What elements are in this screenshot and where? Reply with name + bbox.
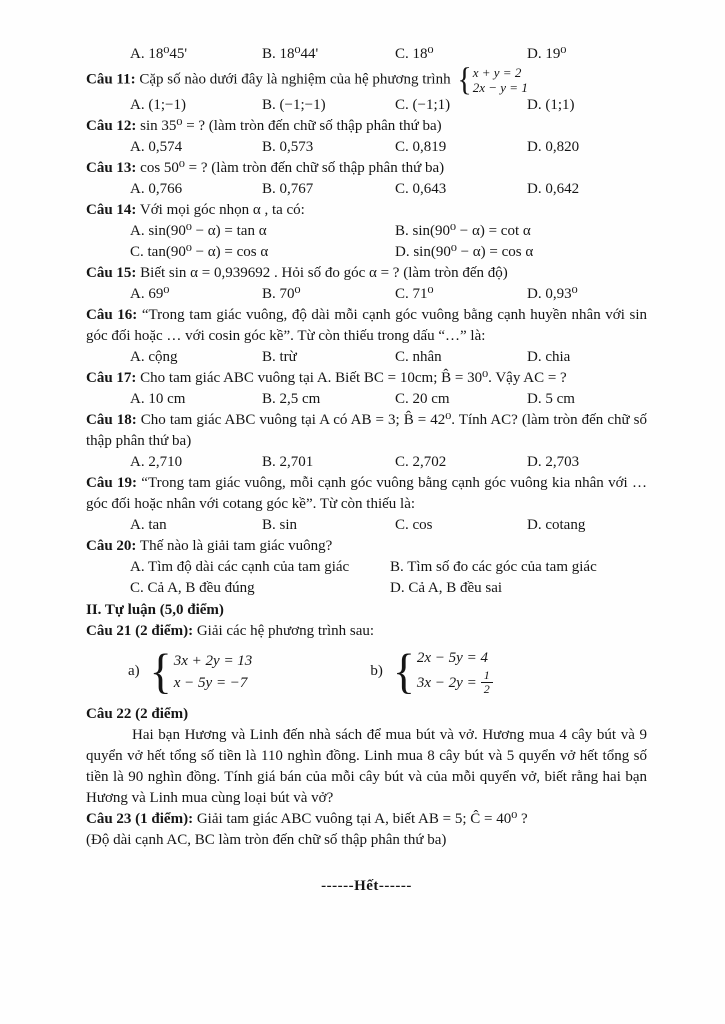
system-equations	[172, 650, 253, 694]
option-c: C. 0,643	[395, 181, 447, 197]
question-18-label: Câu 18:	[86, 412, 137, 428]
question-11-text: Cặp số nào dưới đây là nghiệm của hệ phương trình	[139, 71, 451, 88]
option-a: A. cộng	[130, 349, 178, 365]
question-12	[86, 116, 647, 158]
option-a: A. 0,574	[130, 139, 183, 155]
question-21	[86, 621, 647, 696]
option-a: A. 0,766	[130, 181, 183, 197]
left-brace	[150, 647, 172, 695]
option-d: D. (1;1)	[527, 97, 575, 113]
system-a-label: a)	[128, 663, 140, 679]
equation-1: 2x − 5y = 4	[416, 650, 488, 666]
system-b-label: b)	[370, 663, 383, 679]
option-d: D. Cả A, B đều sai	[390, 580, 503, 596]
option-d: D. 19⁰	[527, 46, 567, 62]
equation-1: 3x + 2y = 13	[173, 652, 253, 669]
question-13-text: cos 50⁰ = ? (làm tròn đến chữ số thập phân thứ ba)	[140, 160, 445, 176]
option-b: B. Tìm số đo các góc của tam giác	[390, 559, 597, 575]
fraction-numerator: 1	[481, 669, 493, 683]
question-12-text: sin 35⁰ = ? (làm tròn đến chữ số thập phân thứ ba)	[140, 118, 442, 134]
question-11-system	[457, 65, 528, 95]
question-13-options	[130, 179, 647, 200]
option-a: A. 10 cm	[130, 391, 186, 407]
question-15-line	[86, 263, 647, 284]
option-d: D. chia	[527, 349, 571, 365]
left-brace	[393, 647, 415, 695]
option-a: A. 69⁰	[130, 286, 170, 302]
question-16-line	[86, 305, 647, 347]
option-d: D. 0,642	[527, 181, 580, 197]
equation-2	[417, 669, 493, 696]
question-19	[86, 473, 647, 536]
question-23-label: Câu 23 (1 điểm):	[86, 811, 194, 827]
option-b: B. 2,5 cm	[262, 391, 321, 407]
option-a: A. sin(90⁰ − α) = tan α	[130, 223, 267, 239]
question-21-text: Giải các hệ phương trình sau:	[196, 623, 375, 639]
question-20-label: Câu 20:	[86, 538, 137, 554]
question-17-label: Câu 17:	[86, 370, 137, 386]
question-13-line	[86, 158, 647, 179]
question-12-label: Câu 12:	[86, 118, 137, 134]
question-15-label: Câu 15:	[86, 265, 137, 281]
system-equations	[415, 647, 493, 696]
option-d: D. 2,703	[527, 454, 580, 470]
option-b: B. 18⁰44'	[262, 46, 319, 62]
option-c: C. (−1;1)	[395, 97, 451, 113]
question-10-options	[130, 44, 647, 65]
option-b: B. 0,573	[262, 139, 314, 155]
option-b: B. trừ	[262, 349, 297, 365]
option-b: B. sin	[262, 517, 298, 533]
question-14	[86, 200, 647, 263]
system-a-equations	[150, 649, 253, 695]
system-b	[370, 647, 492, 696]
option-c: C. tan(90⁰ − α) = cos α	[130, 244, 269, 260]
option-a: A. tan	[130, 517, 167, 533]
question-19-line	[86, 473, 647, 515]
question-17-text: Cho tam giác ABC vuông tại A. Biết BC = 10cm; B̂ = 30⁰. Vậy AC = ?	[140, 370, 567, 386]
question-20-text: Thế nào là giải tam giác vuông?	[139, 538, 333, 554]
question-16-text: “Trong tam giác vuông, độ dài mỗi cạnh góc vuông bằng cạnh huyền nhân với sin góc đối hoặc … với cosin góc kề”. Từ còn thiếu trong dấu “…” là:	[86, 307, 648, 344]
option-a: A. 2,710	[130, 454, 183, 470]
left-brace	[457, 64, 471, 97]
question-16	[86, 305, 647, 368]
question-14-options	[130, 221, 647, 263]
equation-2: x − 5y = −7	[173, 674, 248, 691]
option-a: A. Tìm độ dài các cạnh của tam giác	[130, 559, 350, 575]
option-d: D. 0,93⁰	[527, 286, 578, 302]
option-d: D. cotang	[527, 517, 586, 533]
option-b: B. 2,701	[262, 454, 314, 470]
fraction	[481, 669, 493, 696]
question-11-options	[130, 95, 647, 116]
system-b-equations	[393, 647, 493, 696]
option-b: B. 70⁰	[262, 286, 301, 302]
question-15-options	[130, 284, 647, 305]
question-23	[86, 809, 647, 851]
option-c: C. 18⁰	[395, 46, 434, 62]
question-23-text: Giải tam giác ABC vuông tại A, biết AB = 5; Ĉ = 40⁰ ?	[196, 811, 528, 827]
question-21-systems	[128, 647, 647, 696]
question-22	[86, 703, 647, 809]
option-c: C. 71⁰	[395, 286, 434, 302]
option-d: D. sin(90⁰ − α) = cos α	[395, 244, 534, 260]
question-18-line	[86, 410, 647, 452]
option-c: C. 2,702	[395, 454, 447, 470]
question-15-text: Biết sin α = 0,939692 . Hỏi số đo góc α = ? (làm tròn đến độ)	[140, 265, 508, 281]
question-11-label: Câu 11:	[86, 71, 136, 88]
option-c: C. Cả A, B đều đúng	[130, 580, 255, 596]
option-a: A. 18⁰45'	[130, 46, 188, 62]
option-a: A. (1;−1)	[130, 97, 186, 113]
system-a	[128, 649, 252, 695]
question-11	[86, 65, 647, 116]
question-14-line	[86, 200, 647, 221]
option-d: D. 0,820	[527, 139, 580, 155]
option-c: C. cos	[395, 517, 433, 533]
question-15	[86, 263, 647, 305]
question-13-label: Câu 13:	[86, 160, 137, 176]
question-22-text: Hai bạn Hương và Linh đến nhà sách để mua bút và vở. Hương mua 4 cây bút và 9 quyển vở hết tổng số tiền là 110 nghìn đồng. Linh mua 8 cây bút và 5 quyển vở hết tổng số tiền là 90 nghìn đồng. Tính giá bán của mỗi cây bút và của mỗi quyển vở, biết rằng hai bạn Hương và Linh mua cùng loại bút và vở?	[86, 727, 647, 806]
fraction-denominator: 2	[483, 682, 490, 696]
question-22-label: Câu 22 (2 điểm)	[86, 706, 189, 722]
question-21-label: Câu 21 (2 điểm):	[86, 623, 194, 639]
question-21-line	[86, 621, 647, 642]
question-19-label: Câu 19:	[86, 475, 137, 491]
question-23-note: (Độ dài cạnh AC, BC làm tròn đến chữ số thập phân thứ ba)	[86, 832, 447, 848]
option-d: D. 5 cm	[527, 391, 575, 407]
option-c: C. 0,819	[395, 139, 447, 155]
equation-2-left: 3x − 2y =	[416, 674, 477, 691]
option-c: C. 20 cm	[395, 391, 450, 407]
question-17-options	[130, 389, 647, 410]
question-14-text: Với mọi góc nhọn α , ta có:	[139, 202, 305, 218]
question-18-options	[130, 452, 647, 473]
section-2-title: II. Tự luận (5,0 điểm)	[86, 602, 224, 618]
question-12-options	[130, 137, 647, 158]
question-23-line	[86, 809, 647, 830]
question-16-options	[130, 347, 647, 368]
equation-1: x + y = 2	[472, 65, 522, 80]
question-20-line	[86, 536, 647, 557]
option-c: C. nhân	[395, 349, 442, 365]
end-marker: ------Hết------	[321, 878, 412, 894]
question-13	[86, 158, 647, 200]
question-17	[86, 368, 647, 410]
question-19-options	[130, 515, 647, 536]
question-18-text: Cho tam giác ABC vuông tại A có AB = 3; B̂ = 42⁰. Tính AC? (làm tròn đến chữ số thập phân thứ ba)	[86, 412, 647, 449]
question-18	[86, 410, 647, 473]
option-b: B. sin(90⁰ − α) = cot α	[395, 223, 531, 239]
question-19-text: “Trong tam giác vuông, mỗi cạnh góc vuông bằng cạnh góc vuông kia nhân với … góc đối hoặc nhân với cotang góc kề”. Từ còn thiếu là:	[86, 475, 647, 512]
question-12-line	[86, 116, 647, 137]
question-11-line	[86, 65, 647, 95]
option-b: B. 0,767	[262, 181, 314, 197]
option-b: B. (−1;−1)	[262, 97, 326, 113]
system-equations	[472, 65, 528, 95]
question-14-label: Câu 14:	[86, 202, 137, 218]
question-20	[86, 536, 647, 599]
question-16-label: Câu 16:	[86, 307, 138, 323]
question-20-options	[130, 557, 647, 599]
question-17-line	[86, 368, 647, 389]
equation-2: 2x − y = 1	[472, 80, 528, 95]
